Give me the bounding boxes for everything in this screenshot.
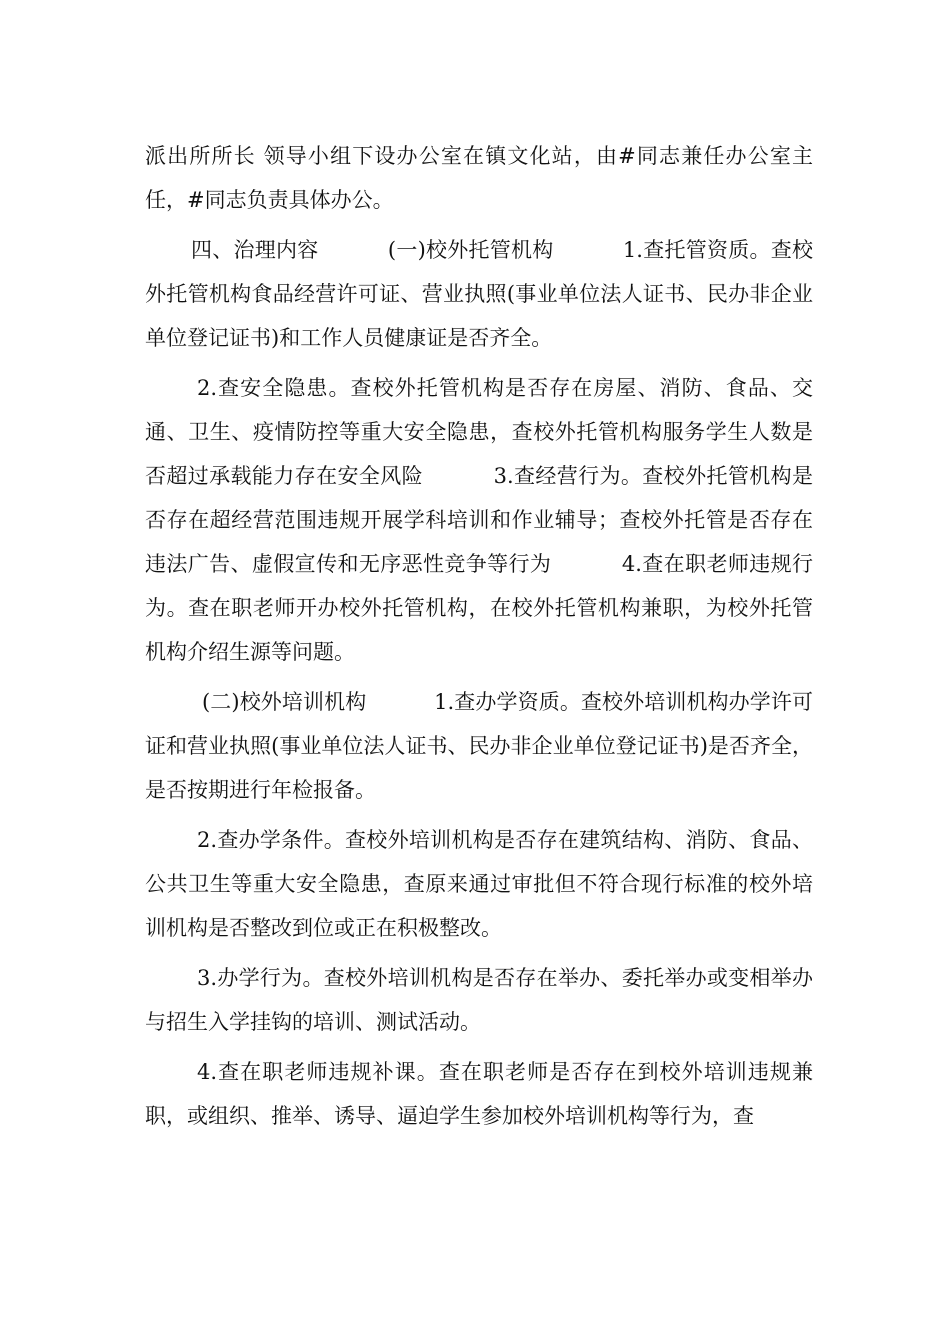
paragraph-safety-hazards: 2.查安全隐患。查校外托管机构是否存在房屋、消防、食品、交通、卫生、疫情防控等重大安全隐患，查校外托管机构服务学生人数是否超过承载能力存在安全风险 3.查经营行为。查校外托管机构是否存在超经营范围违规开展学科培训和作业辅导；查校外托管是否存在违法广告、虚假宣传和无序恶性竞争等行为 4.查在职老师违规行为。查在职老师开办校外托管机构，在校外托管机构兼职，为校外托管机构介绍生源等问题。 — [145, 376, 813, 664]
paragraph-school-conditions: 2.查办学条件。查校外培训机构是否存在建筑结构、消防、食品、公共卫生等重大安全隐患，查原来通过审批但不符合现行标准的校外培训机构是否整改到位或正在积极整改。 — [145, 828, 813, 940]
paragraph-teacher-tutoring: 4.查在职老师违规补课。查在职老师是否存在到校外培训违规兼职，或组织、推举、诱导、逼迫学生参加校外培训机构等行为，查 — [145, 1060, 813, 1128]
paragraph-school-behavior: 3.办学行为。查校外培训机构是否存在举办、委托举办或变相举办与招生入学挂钩的培训、测试活动。 — [145, 966, 813, 1034]
paragraph-office-setup: 派出所所长 领导小组下设办公室在镇文化站，由#同志兼任办公室主任，#同志负责具体办公。 — [145, 144, 813, 212]
document-page — [145, 134, 813, 1144]
paragraph-training-institutions: (二)校外培训机构 1.查办学资质。查校外培训机构办学许可证和营业执照(事业单位法人证书、民办非企业单位登记证书)是否齐全，是否按期进行年检报备。 — [145, 690, 813, 802]
paragraph-governance-content: 四、治理内容 (一)校外托管机构 1.查托管资质。查校外托管机构食品经营许可证、营业执照(事业单位法人证书、民办非企业单位登记证书)和工作人员健康证是否齐全。 — [145, 238, 813, 350]
